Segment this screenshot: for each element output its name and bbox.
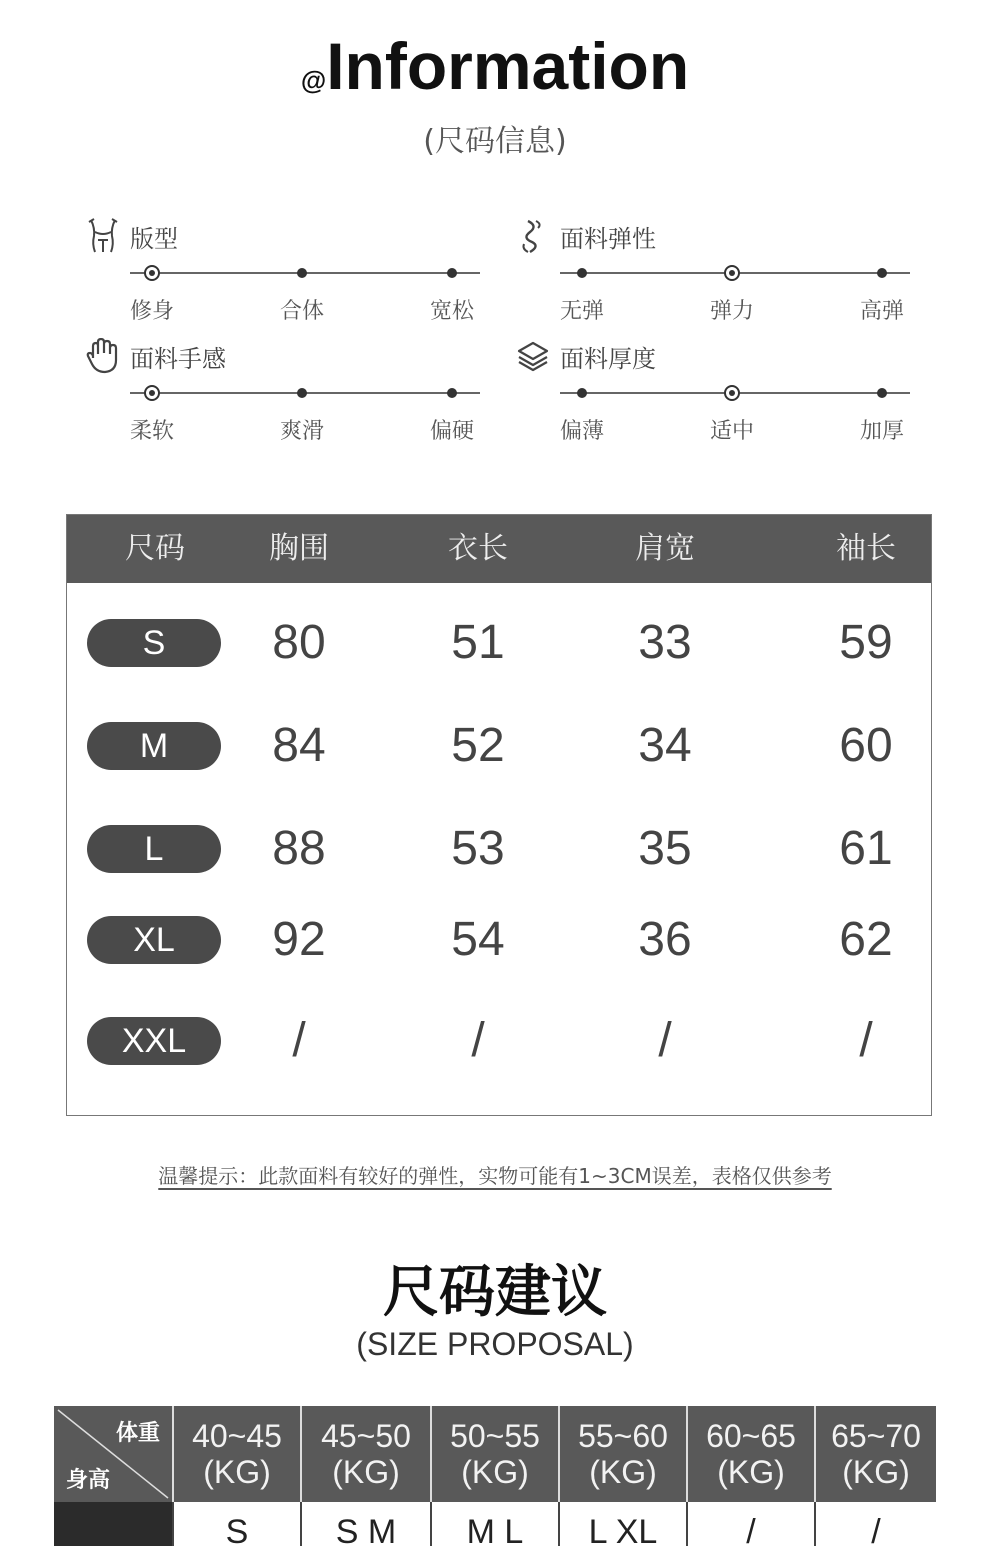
scale-label: 弹力 [709, 299, 755, 324]
size-badge: M [87, 722, 221, 770]
scale-label: 柔软 [129, 419, 175, 444]
header-cell-length: 衣长 [448, 531, 508, 566]
table-cell: 59 [839, 616, 893, 669]
table-cell: 61 [839, 822, 893, 875]
title-at-symbol: @ [300, 65, 327, 95]
weight-unit: (KG) [842, 1454, 910, 1490]
proposal-table-body [54, 1502, 936, 1546]
scale-marker [447, 268, 457, 278]
table-cell: 54 [451, 913, 505, 966]
attribute-scale-track [130, 272, 480, 274]
weight-column-header [686, 1406, 814, 1502]
scale-marker-selected [144, 385, 160, 401]
attribute-title: 面料厚度 [560, 344, 656, 373]
table-row [67, 613, 931, 673]
attribute-scale-track [560, 392, 910, 394]
size-badge: S [87, 619, 221, 667]
proposal-cell: / [814, 1502, 936, 1546]
tip-text: 温馨提示：此款面料有较好的弹性，实物可能有1~3CM误差，表格仅供参考 [158, 1164, 832, 1188]
size-table-header [67, 515, 931, 583]
scale-label: 爽滑 [279, 419, 325, 444]
scale-label: 合体 [279, 299, 325, 324]
scale-marker [877, 268, 887, 278]
table-cell: / [471, 1014, 485, 1067]
scale-label: 偏硬 [429, 419, 475, 444]
scale-marker [877, 388, 887, 398]
weight-column-header [558, 1406, 686, 1502]
weight-range: 65~70 [831, 1418, 921, 1454]
body-shape-icon [84, 218, 122, 254]
size-badge: XXL [87, 1017, 221, 1065]
scale-label: 适中 [709, 419, 755, 444]
attribute-scale-track [130, 392, 480, 394]
scale-label: 高弹 [859, 299, 905, 324]
proposal-cell: M L [430, 1502, 558, 1546]
table-cell: 80 [272, 616, 326, 669]
size-badge: XL [87, 916, 221, 964]
table-row [67, 819, 931, 879]
table-row [67, 716, 931, 776]
attribute-group [84, 218, 484, 328]
proposal-subtitle: (SIZE PROPOSAL) [356, 1326, 634, 1362]
scale-marker [577, 268, 587, 278]
corner-weight-label: 体重 [115, 1421, 160, 1446]
table-cell: 84 [272, 719, 326, 772]
proposal-corner-cell [54, 1406, 172, 1502]
proposal-title: 尺码建议 [383, 1260, 607, 1325]
attribute-title: 面料手感 [130, 344, 226, 373]
table-cell: 51 [451, 616, 505, 669]
weight-column-header [172, 1406, 300, 1502]
proposal-cell: / [686, 1502, 814, 1546]
scale-label: 偏薄 [559, 419, 605, 444]
table-cell: 52 [451, 719, 505, 772]
weight-unit: (KG) [717, 1454, 785, 1490]
attribute-group [514, 218, 914, 328]
header-cell-sleeve: 袖长 [836, 531, 896, 566]
header-cell-size: 尺码 [125, 531, 185, 566]
proposal-table-header [54, 1406, 936, 1502]
scale-marker [447, 388, 457, 398]
table-cell: / [859, 1014, 873, 1067]
page-title [0, 28, 990, 104]
weight-range: 55~60 [578, 1418, 668, 1454]
attribute-title: 版型 [130, 224, 178, 253]
table-cell: 60 [839, 719, 893, 772]
weight-unit: (KG) [461, 1454, 529, 1490]
scale-marker [297, 388, 307, 398]
table-cell: 35 [638, 822, 692, 875]
proposal-cell: L XL [558, 1502, 686, 1546]
corner-height-label: 身高 [66, 1468, 111, 1493]
attribute-group [514, 338, 914, 448]
scale-label: 宽松 [429, 299, 475, 324]
proposal-table [54, 1406, 936, 1546]
proposal-row-height-cell [54, 1502, 172, 1546]
weight-range: 40~45 [192, 1418, 282, 1454]
table-cell: 33 [638, 616, 692, 669]
scale-label: 无弹 [559, 299, 605, 324]
table-cell: 92 [272, 913, 326, 966]
table-cell: 34 [638, 719, 692, 772]
weight-unit: (KG) [203, 1454, 271, 1490]
attribute-header [514, 218, 656, 254]
hand-icon [84, 338, 122, 374]
weight-column-header [430, 1406, 558, 1502]
scale-marker-selected [144, 265, 160, 281]
scale-marker [577, 388, 587, 398]
size-badge: L [87, 825, 221, 873]
scale-label: 加厚 [859, 419, 905, 444]
weight-range: 60~65 [706, 1418, 796, 1454]
table-row [67, 1011, 931, 1071]
scale-marker-selected [724, 385, 740, 401]
weight-column-header [814, 1406, 936, 1502]
table-cell: / [292, 1014, 306, 1067]
weight-unit: (KG) [589, 1454, 657, 1490]
attribute-title: 面料弹性 [560, 224, 656, 253]
attribute-header [514, 338, 656, 374]
page-subtitle: (尺码信息) [423, 124, 567, 159]
scale-label: 修身 [129, 299, 175, 324]
weight-range: 45~50 [321, 1418, 411, 1454]
stretch-icon [514, 218, 552, 254]
proposal-cell: S M [300, 1502, 430, 1546]
table-cell: / [658, 1014, 672, 1067]
weight-unit: (KG) [332, 1454, 400, 1490]
table-cell: 62 [839, 913, 893, 966]
header-cell-shoulder: 肩宽 [635, 531, 695, 566]
attribute-scale-track [560, 272, 910, 274]
layers-icon [514, 338, 552, 374]
attribute-group [84, 338, 484, 448]
table-cell: 88 [272, 822, 326, 875]
tip-note [0, 1160, 990, 1189]
table-row [67, 910, 931, 970]
attribute-header [84, 338, 226, 374]
attribute-header [84, 218, 178, 254]
proposal-cell: S [172, 1502, 300, 1546]
table-cell: 36 [638, 913, 692, 966]
size-table [66, 514, 932, 1116]
scale-marker-selected [724, 265, 740, 281]
scale-marker [297, 268, 307, 278]
table-cell: 53 [451, 822, 505, 875]
header-cell-chest: 胸围 [269, 531, 329, 566]
title-text: Information [326, 29, 690, 103]
weight-column-header [300, 1406, 430, 1502]
weight-range: 50~55 [450, 1418, 540, 1454]
